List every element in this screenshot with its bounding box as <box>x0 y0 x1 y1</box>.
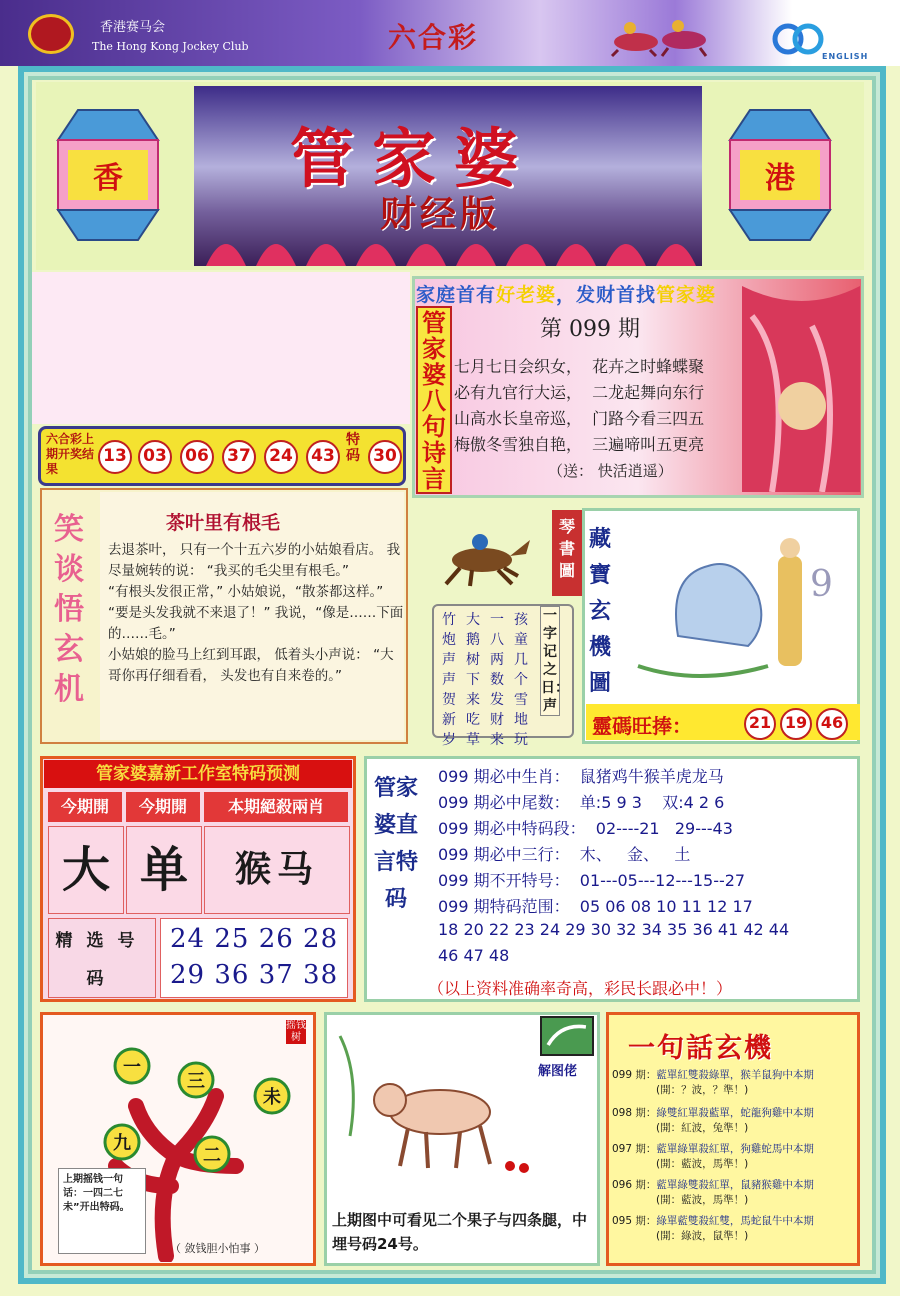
tree-node: 未 <box>263 1087 281 1108</box>
result-ball: 24 <box>264 440 298 474</box>
joke-paragraph: 去退茶叶， 只有一个十五六岁的小姑娘看店。 我尽量婉转的说： “我买的毛尖里有根毛。” <box>108 542 401 579</box>
english-link[interactable]: ENGLISH <box>822 52 869 61</box>
straight-talk-line: 099 期必中三行： 木、 金、 土 <box>438 845 691 864</box>
prediction-header: 管家婆嘉新工作室特码预测 <box>44 760 352 788</box>
prediction-big: 大 <box>48 826 124 914</box>
pick-row: 24 25 26 28 <box>170 924 339 954</box>
org-name-en: The Hong Kong Jockey Club <box>92 40 249 53</box>
tree-node: 二 <box>203 1145 221 1166</box>
result-ball: 43 <box>306 440 340 474</box>
scroll-column: 大鹅树下来吃草 <box>466 612 480 748</box>
one-liner-row: 097 期：藍單綠單殺紅單，狗雞蛇馬中本期 (開：藍波，馬準！) <box>612 1143 814 1170</box>
mark-six-logo-icon <box>768 22 828 56</box>
result-ball: 03 <box>138 440 172 474</box>
joke-paragraph: “要是头发我就不来退了！” 我说，“像是……下面的……毛。” <box>108 605 404 642</box>
straight-talk-line: 099 期特码范围： 05 06 08 10 11 12 17 <box>438 897 753 916</box>
tree-node: 一 <box>123 1057 141 1078</box>
straight-talk-line: 099 期必中特码段： 02----21 29---43 <box>438 819 733 838</box>
one-liner-row: 099 期：藍單紅雙殺綠單，猴羊鼠狗中本期 (開：？波，？準！) <box>612 1069 814 1096</box>
results-label: 六合彩上期开奖结果 <box>46 432 95 476</box>
straight-talk-line: 099 期必中生肖： 鼠猪鸡牛猴羊虎龙马 <box>438 767 724 786</box>
one-liner-row: 095 期：綠單藍雙殺紅雙，馬蛇鼠牛中本期 (開：綠波，鼠準！) <box>612 1215 814 1242</box>
poem-line: 七月七日会织女， 花卉之时蜂蝶聚 <box>454 357 705 376</box>
org-name-cn: 香港赛马会 <box>100 20 166 35</box>
straight-talk-line: 46 47 48 <box>438 946 510 965</box>
one-liner-title: 一句話玄機 <box>628 1033 773 1064</box>
straight-talk-line: 099 期不开特号： 01---05---12---15--27 <box>438 871 746 890</box>
joke-paragraph: “有根头发很正常，” 小姑娘说，“散茶都这样。” <box>108 584 384 600</box>
page-title: 六合彩 <box>388 21 479 54</box>
poem-line: 山高水长皇帝巡， 门路今看三四五 <box>454 409 705 428</box>
svg-text:9: 9 <box>810 564 833 605</box>
poem-sender: （送： 快活逍遥） <box>548 462 673 480</box>
one-liner-row: 096 期：藍單綠雙殺紅單，鼠豬猴雞中本期 (開：藍波，馬準！) <box>612 1179 814 1206</box>
tree-node: 九 <box>113 1133 131 1154</box>
scroll-title: 一字记之日：声 <box>541 608 569 714</box>
scroll-column: 一八两数发财来 <box>490 612 504 748</box>
lantern-right-icon <box>720 90 840 262</box>
racing-horses-icon <box>606 14 726 58</box>
decoder-badge-label: 解图佬 <box>538 1064 578 1079</box>
result-ball: 37 <box>222 440 256 474</box>
blank-panel <box>32 272 410 424</box>
banner-title: 管家婆 <box>290 122 536 197</box>
poem-line: 梅傲冬雪独自艳， 三遍啼叫五更亮 <box>454 435 705 454</box>
joke-title: 茶叶里有根毛 <box>166 512 281 534</box>
decoder-badge-icon <box>540 1016 594 1056</box>
straight-talk-line: 099 期必中尾数： 单:5 9 3 双:4 2 6 <box>438 793 725 812</box>
result-ball: 06 <box>180 440 214 474</box>
cow-text: 上期图中可看见二个果子与四条腿，中埋号码24号。 <box>332 1211 588 1253</box>
lantern-right-char: 港 <box>765 161 795 196</box>
lantern-left-icon <box>48 90 168 262</box>
lucky-ball: 21 <box>744 708 776 740</box>
treasure-vertical-title: 藏寶玄機圖 <box>588 527 611 696</box>
money-tree-caption: （ 敛钱胆小怕事 ） <box>170 1242 265 1255</box>
jockey-club-logo[interactable] <box>28 14 74 54</box>
special-ball: 30 <box>368 440 402 474</box>
prediction-tab: 今期開 <box>48 792 122 822</box>
tree-node: 三 <box>187 1071 205 1092</box>
lucky-numbers-label: 靈碼旺捧： <box>592 714 692 738</box>
lotus-petals-decoration <box>196 222 700 266</box>
one-liner-row: 098 期：綠雙紅單殺藍單，蛇龍狗雞中本期 (開：紅波，兔準！) <box>612 1107 814 1134</box>
scroll-column: 孩童几个雪地玩 <box>514 612 528 748</box>
pick-label: 精选号码 <box>55 931 149 989</box>
special-number-label: 特码 <box>346 432 360 464</box>
result-ball: 13 <box>98 440 132 474</box>
poem-vertical-title: 管家婆八句诗言 <box>422 309 446 493</box>
money-tree-tag: 摇钱树 <box>286 1020 306 1043</box>
prediction-tab: 本期絕殺兩肖 <box>204 792 348 822</box>
racehorse-icon <box>426 526 536 590</box>
bride-curtain-image <box>742 286 860 492</box>
joke-text <box>108 540 404 687</box>
cow-image <box>330 1016 540 1196</box>
joke-vertical-title: 笑谈悟玄机 <box>54 512 84 707</box>
qin-shu-badge: 琴書圖 <box>552 510 582 596</box>
lantern-left-char: 香 <box>93 161 123 196</box>
scholar-rock-image <box>618 516 858 702</box>
pick-row: 29 36 37 38 <box>170 960 339 990</box>
poem-issue: 第 099 期 <box>540 317 640 342</box>
straight-talk-line: 18 20 22 23 24 29 30 32 34 35 36 41 42 44 <box>438 920 790 939</box>
straight-talk-vertical-title: 管家婆直言特码 <box>373 776 418 912</box>
poem-slogan: 家庭首有好老婆，发财首找管家婆 <box>416 284 717 306</box>
scroll-column: 竹炮声声贺新岁 <box>442 612 456 748</box>
straight-talk-note: （以上资料准确率奇高，彩民长跟必中！） <box>428 979 733 998</box>
lucky-ball: 19 <box>780 708 812 740</box>
banner-subtitle: 财经版 <box>380 193 501 235</box>
prediction-kill: 猴马 <box>204 826 350 914</box>
joke-paragraph: 小姑娘的脸马上红到耳跟， 低着头小声说： “大哥你再仔细看看， 头发也有自来卷的。” <box>108 647 394 684</box>
prediction-tab: 今期開 <box>126 792 200 822</box>
poem-line: 必有九官行大运， 二龙起舞向东行 <box>454 383 705 402</box>
prediction-odd: 单 <box>126 826 202 914</box>
money-tree-note: 上期摇钱一句话：一四二七未”开出特码。 <box>58 1168 146 1254</box>
lucky-ball: 46 <box>816 708 848 740</box>
